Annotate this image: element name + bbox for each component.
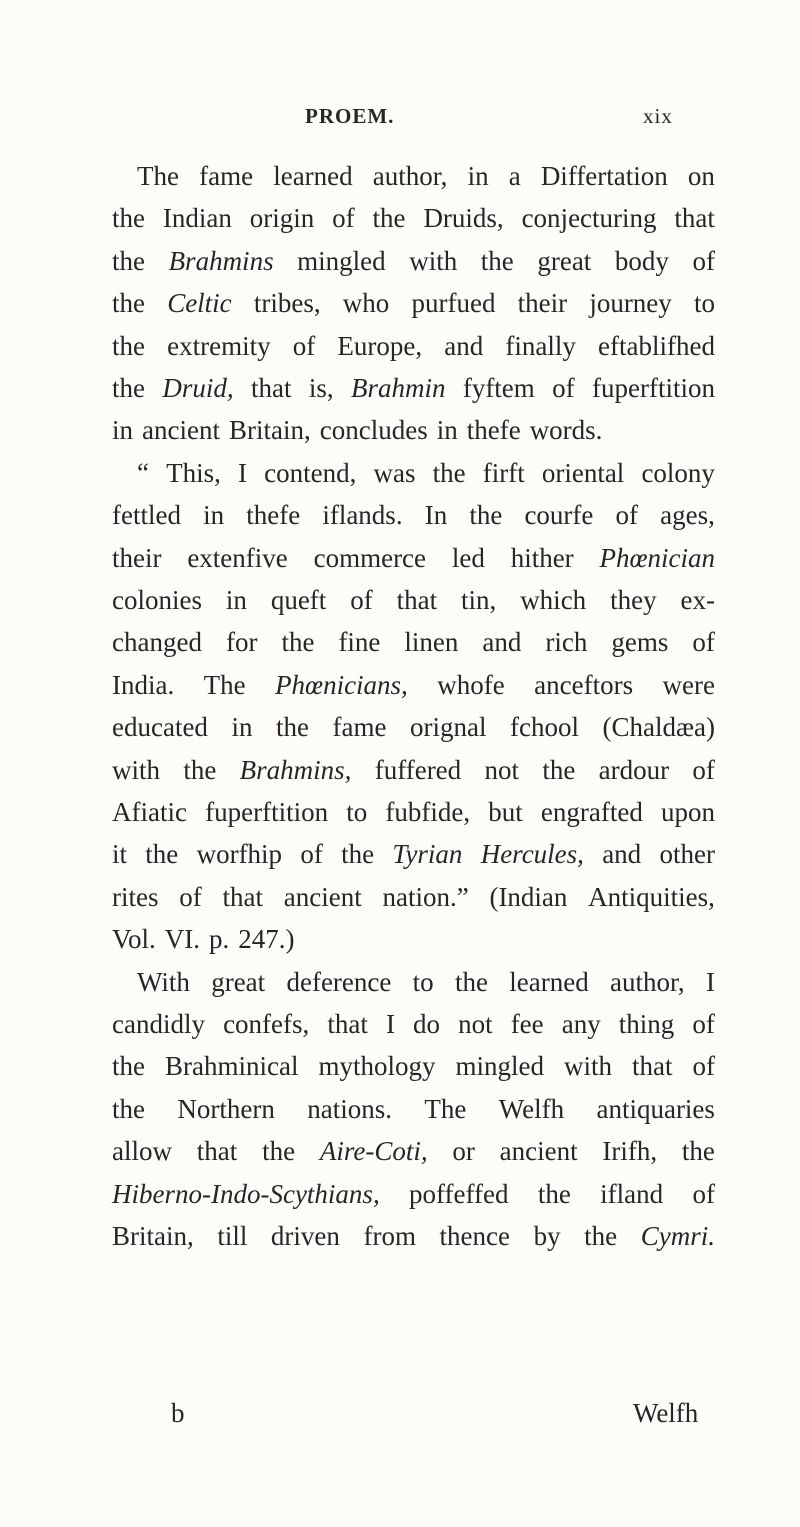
word: extenfive <box>187 542 288 573</box>
word: I <box>385 1009 395 1039</box>
word: that <box>632 1051 673 1082</box>
word: Hercules, <box>480 839 584 870</box>
text-line <box>112 325 715 367</box>
word: thefe <box>246 500 301 531</box>
word: which <box>520 585 587 615</box>
word: mingled <box>455 1051 544 1082</box>
word: Brahmins <box>168 245 274 276</box>
word: the <box>112 1093 145 1124</box>
word: Tyrian <box>392 839 463 870</box>
word: iflands. <box>322 500 403 531</box>
word: Brahmin <box>350 373 446 403</box>
word: and <box>444 330 484 361</box>
word: linen <box>404 627 459 658</box>
word: the <box>275 712 309 743</box>
word: learned <box>509 966 589 997</box>
text-line <box>112 706 715 748</box>
word: to <box>693 288 715 319</box>
word: tribes, <box>253 288 321 319</box>
word: with <box>563 1051 612 1082</box>
word: that <box>674 203 715 234</box>
text-line <box>112 579 715 621</box>
word: mingled <box>297 245 386 276</box>
word: Celtic <box>167 288 232 319</box>
word: candidly <box>112 1009 205 1039</box>
signature-mark: b <box>171 1398 185 1428</box>
word: firft <box>482 457 525 488</box>
word: I <box>238 457 247 488</box>
word: ardour <box>598 754 670 785</box>
word: from <box>363 1221 416 1251</box>
word: contend, <box>264 457 357 488</box>
word: hither <box>510 542 574 573</box>
word: Phœnicians, <box>275 669 408 700</box>
text-line <box>112 537 715 579</box>
word: Indian <box>162 203 232 234</box>
word: eftablifhed <box>598 330 715 361</box>
word: changed <box>112 627 202 658</box>
word: till <box>217 1221 248 1251</box>
text-line <box>112 1130 715 1172</box>
word: of <box>692 627 715 658</box>
page-number: xix <box>643 104 673 128</box>
word: by <box>533 1221 561 1251</box>
word: Hiberno-Indo-Scythians, <box>112 1178 380 1209</box>
word: the <box>341 839 375 870</box>
word: fee <box>510 1009 544 1039</box>
word: (Chaldæa) <box>602 712 715 743</box>
running-head <box>0 104 800 134</box>
word: their <box>112 542 162 573</box>
word: the <box>183 754 217 785</box>
word: of <box>692 754 715 785</box>
word: that <box>327 1009 368 1039</box>
word: words. <box>529 415 603 446</box>
word: of <box>179 881 202 912</box>
word: commerce <box>313 542 427 573</box>
word: fchool <box>509 712 579 743</box>
word: in <box>436 415 458 446</box>
word: antiquaries <box>596 1093 715 1124</box>
word: extremity <box>167 330 271 361</box>
word: conjecturing <box>521 203 657 234</box>
word: p. <box>209 924 230 955</box>
word: rites <box>112 881 159 912</box>
word: VI. <box>164 924 201 955</box>
text-line <box>137 155 715 197</box>
word: journey <box>589 288 672 319</box>
word: colony <box>641 457 715 488</box>
word: In <box>424 500 448 531</box>
word: the <box>112 203 145 234</box>
word: it <box>112 839 128 870</box>
word: the <box>584 1221 618 1251</box>
word: This, <box>166 457 221 488</box>
word: ancient <box>499 1136 578 1167</box>
word: fame <box>332 712 387 743</box>
word: they <box>610 585 657 615</box>
word: fame <box>199 161 254 191</box>
text-line <box>137 452 715 494</box>
word: oriental <box>541 457 625 488</box>
text-line <box>112 876 715 918</box>
word: I <box>705 966 715 997</box>
word: The <box>424 1093 467 1124</box>
word: fettled <box>112 500 181 531</box>
text-line <box>112 833 715 875</box>
word: great <box>537 245 592 276</box>
catchword: Welfh <box>633 1398 699 1428</box>
text-line <box>112 409 715 451</box>
word: the <box>537 1178 571 1209</box>
text-line <box>112 240 715 282</box>
word: of <box>692 1178 715 1209</box>
word: in <box>112 415 134 446</box>
word: led <box>451 542 485 573</box>
word: “ <box>137 457 149 488</box>
word: the <box>469 500 503 531</box>
word: in <box>203 500 225 531</box>
word: (Indian <box>489 881 568 912</box>
word: Aire-Coti, <box>319 1136 428 1167</box>
word: that <box>196 1136 238 1167</box>
word: that <box>222 881 263 912</box>
word: queft <box>270 585 327 615</box>
word: thefe <box>466 415 521 446</box>
word: of <box>350 585 373 615</box>
word: not <box>484 754 519 785</box>
word: fuperftition <box>205 797 329 827</box>
word: whofe <box>437 669 505 700</box>
word: of <box>692 245 715 276</box>
page-footer <box>0 1392 800 1434</box>
running-title: PROEM. <box>305 104 395 128</box>
word: origin <box>249 203 315 234</box>
word: and <box>602 839 642 870</box>
word: of <box>300 839 323 870</box>
word: driven <box>270 1221 340 1251</box>
word: Cymri. <box>640 1221 715 1251</box>
word: mythology <box>318 1051 436 1082</box>
word: of <box>692 1009 715 1039</box>
word: great <box>211 966 266 997</box>
text-line <box>112 1003 715 1045</box>
word: the <box>281 627 315 658</box>
word: in <box>467 161 489 191</box>
word: of <box>615 500 639 531</box>
word: ifland <box>600 1178 664 1209</box>
word: Phœnician <box>599 542 715 573</box>
word: is, <box>308 373 334 403</box>
word: Druid, <box>162 373 234 403</box>
word: other <box>659 839 715 870</box>
word: or <box>452 1136 475 1167</box>
text-line <box>112 282 715 324</box>
word: fyftem <box>462 373 535 403</box>
word: do <box>413 1009 441 1039</box>
word: on <box>687 161 715 191</box>
text-line <box>112 367 715 409</box>
text-line <box>112 918 715 960</box>
word: colonies <box>112 585 202 615</box>
word: Druids, <box>423 203 504 234</box>
word: in <box>225 585 247 615</box>
word: ancient <box>142 415 220 446</box>
word: that <box>396 585 438 615</box>
word: but <box>488 797 523 827</box>
text-line <box>112 749 715 791</box>
word: India. <box>112 669 175 700</box>
word: anceftors <box>534 669 634 700</box>
word: to <box>412 966 434 997</box>
text-line <box>112 197 715 239</box>
word: were <box>662 669 715 700</box>
word: Britain, <box>112 1221 194 1251</box>
word: Brahminical <box>165 1051 299 1082</box>
word: deference <box>286 966 392 997</box>
word: The <box>203 669 246 700</box>
word: engrafted <box>540 797 643 827</box>
word: the <box>112 245 145 276</box>
word: fuffered <box>374 754 462 785</box>
word: poffeffed <box>409 1178 509 1209</box>
word: allow <box>112 1136 172 1167</box>
word: of <box>292 330 316 361</box>
word: the <box>542 754 576 785</box>
word: of <box>332 203 355 234</box>
word: any <box>561 1009 601 1039</box>
word: to <box>346 797 368 827</box>
word: orignal <box>409 712 487 743</box>
word: thence <box>439 1221 510 1251</box>
word: The <box>137 161 179 191</box>
word: tin, <box>461 585 497 615</box>
text-line <box>112 791 715 833</box>
word: with <box>112 754 161 785</box>
word: learned <box>273 161 353 191</box>
word: Northern <box>177 1093 275 1124</box>
word: 247.) <box>238 924 295 955</box>
word: fubfide, <box>385 797 471 827</box>
word: ages, <box>660 500 715 531</box>
word: Irifh, <box>602 1136 658 1167</box>
word: who <box>342 288 390 319</box>
word: fuperftition <box>592 373 715 403</box>
word: worfhip <box>196 839 283 870</box>
word: purfued <box>411 288 496 319</box>
word: Antiquities, <box>588 881 715 912</box>
word: Britain, <box>228 415 311 446</box>
word: and <box>482 627 522 658</box>
word: Differtation <box>540 161 668 191</box>
word: With <box>137 966 190 997</box>
word: Europe, <box>337 330 423 361</box>
word: not <box>458 1009 493 1039</box>
word: Brahmins, <box>239 754 352 785</box>
word: the <box>112 373 145 403</box>
word: rich <box>545 627 588 658</box>
text-line <box>112 494 715 536</box>
word: the <box>432 457 466 488</box>
word: of <box>552 373 575 403</box>
word: that <box>250 373 292 403</box>
word: confefs, <box>223 1009 310 1039</box>
text-line <box>112 1088 715 1130</box>
word: the <box>112 288 145 319</box>
word: concludes <box>319 415 428 446</box>
word: Afiatic <box>112 797 187 827</box>
word: gems <box>611 627 669 658</box>
text-line <box>137 961 715 1003</box>
word: fine <box>338 627 381 658</box>
word: a <box>508 161 521 191</box>
word: courfe <box>524 500 594 531</box>
word: the <box>262 1136 296 1167</box>
word: the <box>681 1136 715 1167</box>
word: nations. <box>307 1093 392 1124</box>
text-line <box>112 1045 715 1087</box>
word: the <box>145 839 179 870</box>
word: with <box>409 245 458 276</box>
word: Welfh <box>498 1093 565 1124</box>
word: body <box>614 245 669 276</box>
word: the <box>112 330 145 361</box>
word: author, <box>372 161 448 191</box>
word: their <box>517 288 568 319</box>
text-line <box>112 621 715 663</box>
word: was <box>373 457 416 488</box>
word: the <box>480 245 514 276</box>
word: educated <box>112 712 208 743</box>
word: for <box>225 627 258 658</box>
word: upon <box>660 797 715 827</box>
word: the <box>454 966 488 997</box>
word: ex- <box>680 585 715 615</box>
text-line <box>112 664 715 706</box>
word: author, <box>610 966 685 997</box>
word: of <box>692 1051 715 1082</box>
text-line <box>112 1215 715 1257</box>
word: in <box>231 712 253 743</box>
word: ancient <box>283 881 362 912</box>
word: nation.” <box>382 881 469 912</box>
word: thing <box>618 1009 675 1039</box>
word: the <box>372 203 406 234</box>
word: Vol. <box>112 924 156 955</box>
word: the <box>112 1051 145 1082</box>
text-line <box>112 1173 715 1215</box>
word: finally <box>505 330 576 361</box>
